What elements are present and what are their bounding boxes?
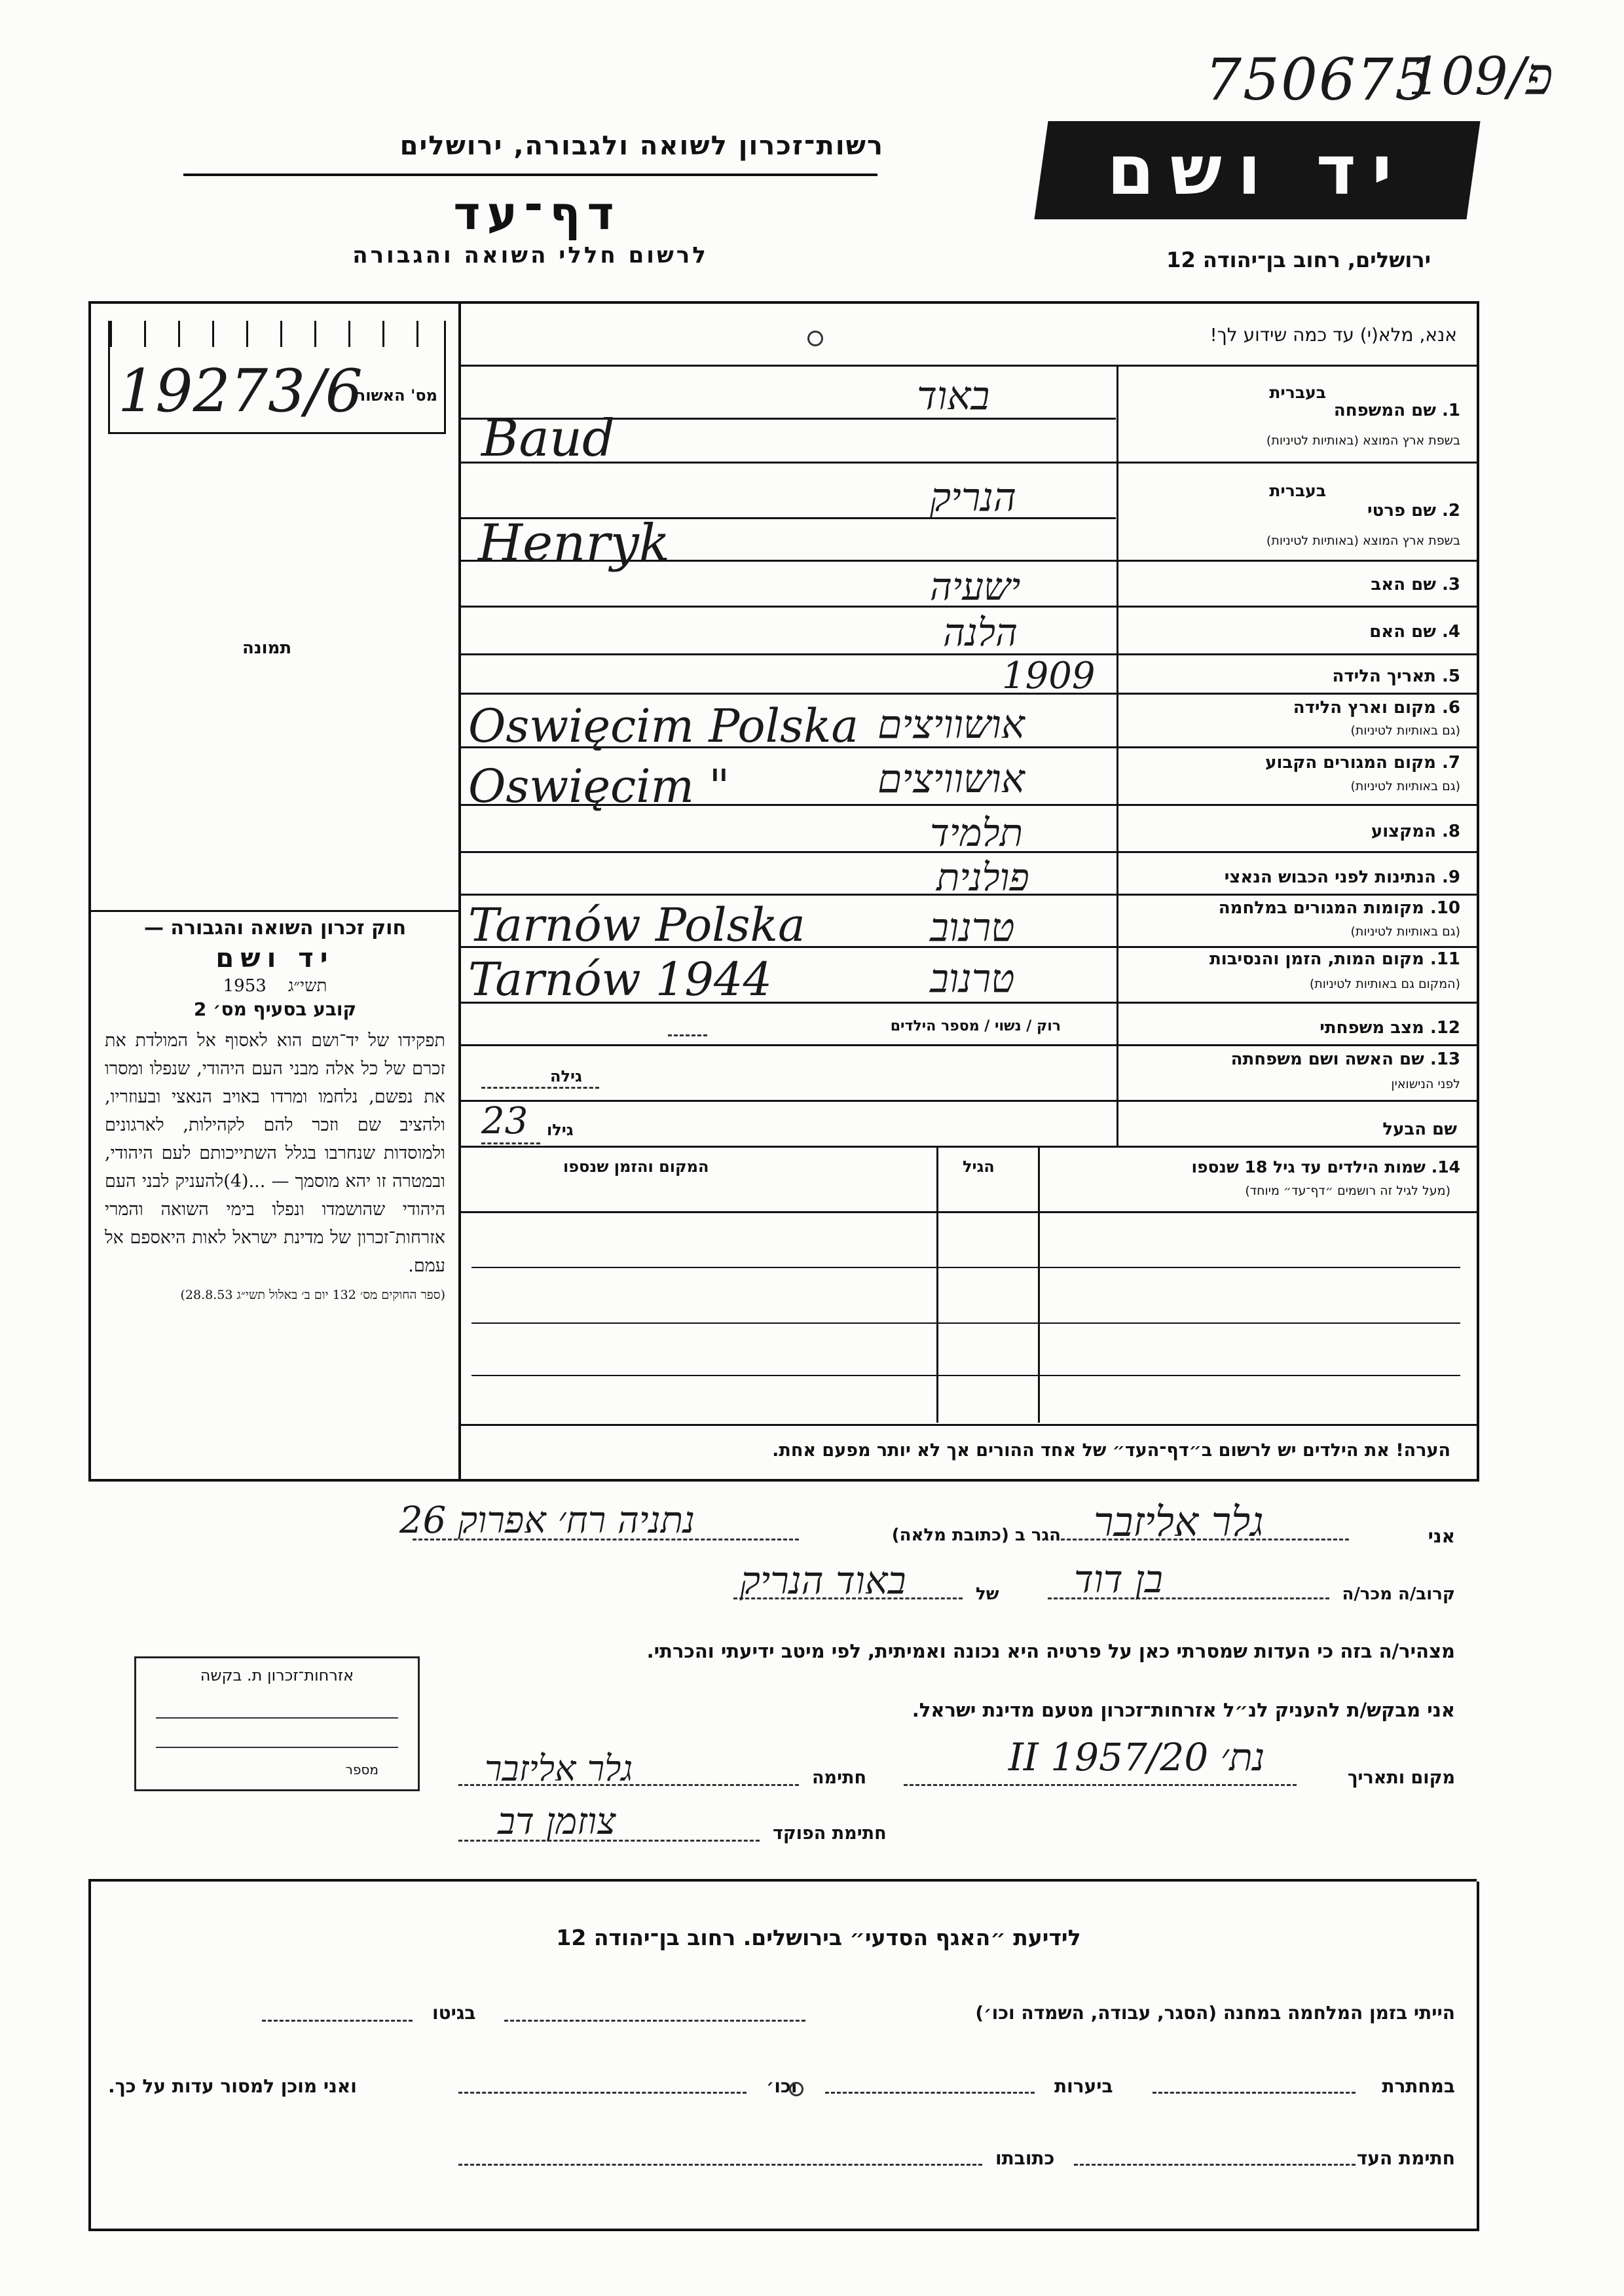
bottom-underground-label: במחתרת bbox=[1382, 2075, 1455, 2097]
field-1-value-latin[interactable]: Baud bbox=[481, 409, 615, 468]
field-2-value-latin[interactable]: Henryk bbox=[478, 514, 671, 573]
declarant-relation-label: קרוב/ה מכר/ה bbox=[1342, 1584, 1455, 1604]
bottom-ghetto-label: בגיטו bbox=[432, 2002, 476, 2024]
field-12-options: רוק / נשוי / מספר הילדים bbox=[890, 1018, 1061, 1034]
declarant-statement: מצהיר/ה בזה כי העדות שמסרתי כאן על פרטיה היא נכונה ואמיתית, לפי מיטב ידיעתי והכרתי. bbox=[646, 1640, 1455, 1662]
field-9-label: 9. הנתינות לפני הכבוש הנאצי bbox=[1224, 867, 1460, 887]
stamp-number-label: מספר bbox=[345, 1762, 378, 1777]
field-1-value-hebrew[interactable]: באוד bbox=[917, 373, 990, 419]
form-subtitle: לרשום חללי השואה והגבורה bbox=[352, 242, 709, 268]
field-9-value[interactable]: פולנית bbox=[936, 855, 1029, 900]
signature-label: חתימה bbox=[812, 1768, 867, 1788]
stamp-title: אזרחות־זכרון ת. בקשה bbox=[200, 1666, 354, 1685]
field-11-value-hebrew[interactable]: טרנוב bbox=[930, 956, 1015, 1002]
field-2-label: 2. שם פרטי bbox=[1367, 501, 1460, 520]
declarant-address[interactable]: נתניה רח׳ אפרוק 26 bbox=[399, 1499, 695, 1542]
field-3-value[interactable]: ישעיה bbox=[930, 564, 1021, 609]
witness-address-label: כתובתו bbox=[995, 2147, 1055, 2169]
field-6-value-hebrew[interactable]: אושוויצים bbox=[877, 702, 1025, 748]
children-row[interactable] bbox=[471, 1375, 1460, 1376]
field-6-sub: (גם באותיות לטיניות) bbox=[1350, 723, 1460, 738]
children-row[interactable] bbox=[471, 1267, 1460, 1268]
bottom-etc-label: וכו׳ bbox=[766, 2075, 798, 2097]
husband-label: שם הבעל bbox=[1382, 1120, 1457, 1139]
field-11-label: 11. מקום המות, הזמן והנסיבות bbox=[1209, 949, 1460, 969]
law-title: חוק זכרון השואה והגבורה — bbox=[143, 917, 407, 939]
declarant-resides-label: הגר ב (כתובת מלאה) bbox=[891, 1525, 1061, 1545]
law-year: 1953 bbox=[223, 976, 267, 996]
law-year-hebrew: תשי״ג bbox=[287, 976, 327, 996]
husband-age-label: גילו bbox=[547, 1121, 574, 1139]
declarant-signature[interactable]: גלר אליזבר bbox=[485, 1748, 633, 1789]
approval-label: מס' האשור bbox=[356, 386, 437, 405]
children-sub: (מעל לגיל זה רושמים ״דף־עד״ מיוחד) bbox=[1245, 1184, 1450, 1198]
field-10-label: 10. מקומות המגורים במלחמה bbox=[1218, 898, 1460, 918]
reference-code: 109/פ bbox=[1408, 46, 1553, 107]
field-4-label: 4. שם האם bbox=[1369, 622, 1460, 642]
place-date-label: מקום ותאריך bbox=[1347, 1768, 1455, 1788]
field-7-value-latin[interactable]: Oswięcim " bbox=[468, 759, 730, 813]
children-row[interactable] bbox=[471, 1322, 1460, 1324]
declarant-i-label: אני bbox=[1428, 1525, 1455, 1547]
children-age-header: הגיל bbox=[963, 1157, 995, 1176]
field-1-tag: בעברית bbox=[1269, 383, 1326, 402]
punch-hole-icon bbox=[789, 2082, 803, 2096]
witness-signature-label: חתימת העד bbox=[1356, 2147, 1455, 2169]
approval-number: 19273/6 bbox=[118, 357, 363, 426]
form-title: דף־עד bbox=[453, 187, 621, 240]
field-4-value[interactable]: הלנה bbox=[943, 610, 1018, 655]
photo-label: תמונה bbox=[242, 638, 292, 658]
field-3-label: 3. שם האב bbox=[1371, 575, 1460, 594]
children-note: הערה! את הילדים יש לרשום ב״דף־העד״ של אחד ההורים אך לא יותר מפעם אחת. bbox=[772, 1440, 1450, 1461]
field-8-value[interactable]: תלמיד bbox=[930, 811, 1024, 855]
children-label: 14. שמות הילדים עד גיל 18 שנספו bbox=[1191, 1157, 1460, 1176]
declarant-name[interactable]: גלר אליזבר bbox=[1094, 1498, 1264, 1546]
punch-hole-icon bbox=[807, 331, 823, 346]
bottom-forests-label: ביערות bbox=[1054, 2075, 1113, 2097]
law-name: יד ושם bbox=[215, 943, 335, 974]
field-5-value[interactable]: 1909 bbox=[1002, 655, 1096, 697]
officer-signature-label: חתימת הפוקד bbox=[773, 1823, 887, 1844]
field-1-sub: בשפת ארץ המוצא (באותיות לטיניות) bbox=[1266, 433, 1460, 448]
field-10-value-latin[interactable]: Tarnów Polska bbox=[468, 898, 805, 952]
field-8-label: 8. המקצוע bbox=[1371, 822, 1460, 841]
organization-name: רשות־זכרון לשואה ולגבורה, ירושלים bbox=[399, 131, 884, 161]
place-date-value[interactable]: נת׳ 20/II 1957 bbox=[1008, 1735, 1265, 1779]
field-7-sub: (גם באותיות לטיניות) bbox=[1350, 779, 1460, 793]
citizenship-stamp bbox=[134, 1656, 420, 1791]
declarant-request: אני מבקש/ת להעניק לנ״ל אזרחות־זכרון מטעם מדינת ישראל. bbox=[912, 1699, 1455, 1721]
field-10-sub: (גם באותיות לטיניות) bbox=[1350, 924, 1460, 939]
children-place-header: המקום והזמן שנספו bbox=[563, 1157, 709, 1176]
bottom-testimony-label: ואני מוכן למסור עדות על כך. bbox=[108, 2075, 357, 2097]
field-13-sub: לפני הנישואין bbox=[1391, 1077, 1460, 1091]
bottom-line1-label: הייתי בזמן המלחמה במחנה (הסגר, עבודה, השמדה וכו׳) bbox=[975, 2002, 1455, 2024]
field-6-label: 6. מקום וארץ הלידה bbox=[1293, 698, 1460, 718]
field-1-label: 1. שם המשפחה bbox=[1333, 401, 1460, 420]
field-2-value-hebrew[interactable]: הנריק bbox=[930, 475, 1016, 520]
field-13-label: 13. שם האשה ושם משפחתה bbox=[1230, 1049, 1460, 1069]
law-gazette: (ספר החוקים מס׳ 132 יום ב׳ באלול תשי״ג 28.8.53) bbox=[180, 1288, 445, 1302]
field-13-age-label: גילה bbox=[550, 1067, 582, 1085]
field-12-label: 12. מצב משפחתי bbox=[1320, 1018, 1460, 1038]
yad-vashem-logo: יד ושם bbox=[1034, 121, 1480, 219]
declarant-relation[interactable]: בן דוד bbox=[1074, 1557, 1163, 1601]
field-7-label: 7. מקום המגורים הקבוע bbox=[1265, 753, 1460, 773]
field-5-label: 5. תאריך הלידה bbox=[1332, 666, 1460, 686]
field-6-value-latin[interactable]: Oswięcim Polska bbox=[468, 699, 859, 753]
field-2-sub: בשפת ארץ המוצא (באותיות לטיניות) bbox=[1266, 534, 1460, 548]
form-frame bbox=[88, 301, 1479, 1482]
top-instruction: אנא, מלא(י) עד כמה שידוע לך! bbox=[1209, 324, 1457, 346]
field-10-value-hebrew[interactable]: טרנוב bbox=[930, 905, 1015, 951]
husband-age-value[interactable]: 23 bbox=[481, 1100, 528, 1142]
field-2-tag: בעברית bbox=[1269, 481, 1326, 500]
law-panel bbox=[105, 917, 445, 1303]
bottom-title: לידיעת ״האגף הסדעי״ בירושלים. רחוב בן־יהודה 12 bbox=[556, 1925, 1081, 1950]
organization-address: ירושלים, רחוב בן־יהודה 12 bbox=[1166, 247, 1431, 272]
declarant-of-label: של bbox=[976, 1584, 999, 1604]
reference-number: 750675 bbox=[1205, 46, 1433, 113]
declarant-of-name[interactable]: באוד הנריק bbox=[740, 1558, 906, 1603]
field-11-sub: (המקום גם באותיות לטיניות) bbox=[1309, 977, 1460, 991]
field-7-value-hebrew[interactable]: אושוויצים bbox=[877, 756, 1025, 802]
law-text: תפקידו של יד־ושם הוא לאסוף אל המולדת את זכרם של כל אלה מבני העם היהודי, שנפלו ומסרו את נפשם, נלחמו ומרדו באויב הנאצי ובעוזריו, ולהציב שם וזכר להם לקהילות, לארגונים ולמוסדות שנחרבו בגלל השתייכותם לעם היהודי, ובמטרה זו יהא מוסמך — ...(4)להעניק לבני העם היהודי שהושמדו ונפלו בימי השואה והמרי אזרחות־זכרון של מדינת ישראל לאות היאספם אל עמם. bbox=[105, 1030, 445, 1276]
field-11-value-latin[interactable]: Tarnów 1944 bbox=[468, 953, 772, 1006]
officer-signature[interactable]: צוזמן דב bbox=[498, 1800, 616, 1843]
law-clause: קובע בסעיף מס׳ 2 bbox=[193, 998, 357, 1020]
